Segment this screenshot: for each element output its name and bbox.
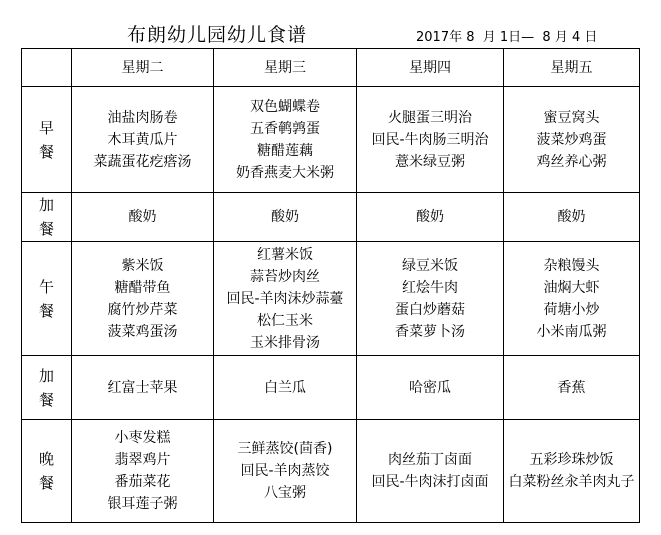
dish-item: 回民-羊肉沫炒蒜薹 (226, 290, 344, 307)
dish-item: 糖醋莲藕 (257, 142, 313, 159)
menu-cell-fri (504, 420, 640, 523)
day-header-wed: 星期三 (214, 49, 357, 87)
dish-item: 小枣发糕 (114, 430, 171, 446)
menu-cell-thu (357, 420, 504, 523)
dish-item: 薏米绿豆粥 (395, 153, 465, 170)
meal-label-cell (22, 193, 72, 242)
dish-item: 酸奶 (557, 209, 586, 225)
meal-label-cell (22, 420, 72, 523)
dish-item: 鸡丝养心粥 (536, 153, 607, 170)
dish-item: 白兰瓜 (264, 379, 306, 396)
dish-item: 奶香燕麦大米粥 (236, 164, 334, 181)
day-header-tue: 星期二 (72, 49, 214, 87)
menu-cell-tue (72, 420, 214, 523)
dish-item: 回民-牛肉肠三明治 (371, 131, 489, 148)
menu-cell-thu (357, 87, 504, 193)
dish-item: 白菜粉丝汆羊肉丸子 (508, 474, 635, 490)
snack-row-morning (22, 193, 640, 242)
snack-row-afternoon (22, 356, 640, 420)
dish-item: 菠菜炒鸡蛋 (536, 131, 607, 148)
meal-label: 午餐 (38, 277, 54, 320)
menu-cell-tue (72, 193, 214, 242)
dish-item: 杂粮馒头 (543, 257, 600, 274)
dish-item: 银耳莲子粥 (107, 496, 178, 512)
dish-item: 蛋白炒蘑菇 (395, 301, 465, 318)
menu-cell-tue (72, 87, 214, 193)
dish-item: 香菜萝卜汤 (395, 323, 465, 340)
dish-item: 回民-牛肉沫打卤面 (371, 474, 489, 490)
menu-cell-wed (214, 420, 357, 523)
meal-label: 早餐 (38, 118, 54, 161)
meal-label-cell (22, 356, 72, 420)
dish-item: 油焖大虾 (543, 279, 600, 296)
dish-item: 翡翠鸡片 (114, 452, 171, 468)
dish-item: 香蕉 (557, 379, 586, 396)
menu-cell-thu (357, 356, 504, 420)
day-header-thu: 星期四 (357, 49, 504, 87)
dish-item: 蜜豆窝头 (543, 109, 600, 126)
dish-item: 酸奶 (271, 209, 299, 225)
dish-item: 菜蔬蛋花疙瘩汤 (93, 153, 192, 170)
menu-cell-wed (214, 356, 357, 420)
dish-item: 玉米排骨汤 (250, 334, 320, 351)
dish-item: 紫米饭 (121, 257, 164, 274)
dish-item: 荷塘小炒 (543, 301, 600, 318)
menu-table (21, 48, 640, 523)
dish-item: 肉丝茄丁卤面 (388, 452, 472, 468)
menu-cell-tue (72, 242, 214, 356)
dish-item: 松仁玉米 (257, 312, 313, 329)
meal-label: 加餐 (38, 366, 54, 409)
dinner-row (22, 420, 640, 523)
dish-item: 八宝粥 (264, 485, 306, 501)
menu-cell-fri (504, 356, 640, 420)
date-range: 2017年 8 月 1日— 8 月 4 日 (416, 30, 598, 45)
dish-item: 木耳黄瓜片 (107, 131, 178, 148)
dish-item: 三鲜蒸饺(茴香) (237, 441, 333, 457)
dish-item: 糖醋带鱼 (114, 279, 171, 296)
meal-label-cell (22, 242, 72, 356)
dish-item: 蒜苔炒肉丝 (250, 268, 320, 285)
breakfast-row (22, 87, 640, 193)
dish-item: 回民-羊肉蒸饺 (240, 463, 330, 479)
lunch-row (22, 242, 640, 356)
dish-item: 番茄菜花 (114, 474, 171, 490)
day-header-fri: 星期五 (504, 49, 640, 87)
dish-item: 绿豆米饭 (402, 257, 458, 274)
dish-item: 酸奶 (416, 209, 444, 225)
header-row (22, 49, 640, 87)
corner-cell (22, 49, 72, 87)
menu-cell-fri (504, 87, 640, 193)
menu-cell-wed (214, 242, 357, 356)
menu-cell-wed (214, 87, 357, 193)
dish-item: 五彩珍珠炒饭 (529, 452, 614, 468)
dish-item: 双色蝴蝶卷 (250, 98, 320, 115)
dish-item: 腐竹炒芹菜 (107, 301, 178, 318)
menu-cell-thu (357, 242, 504, 356)
dish-item: 哈密瓜 (409, 379, 451, 396)
meal-label-cell (22, 87, 72, 193)
dish-item: 酸奶 (128, 209, 157, 225)
dish-item: 火腿蛋三明治 (388, 109, 472, 126)
dish-item: 小米南瓜粥 (536, 323, 607, 340)
menu-cell-fri (504, 193, 640, 242)
menu-cell-thu (357, 193, 504, 242)
menu-cell-fri (504, 242, 640, 356)
dish-item: 红富士苹果 (107, 379, 178, 396)
dish-item: 五香鹌鹑蛋 (250, 120, 320, 137)
meal-label: 晚餐 (38, 450, 54, 492)
dish-item: 红薯米饭 (257, 246, 313, 263)
menu-cell-tue (72, 356, 214, 420)
dish-item: 菠菜鸡蛋汤 (107, 323, 178, 340)
dish-item: 红烩牛肉 (402, 279, 458, 296)
dish-item: 油盐肉肠卷 (107, 109, 178, 126)
menu-cell-wed (214, 193, 357, 242)
meal-label: 加餐 (38, 196, 54, 238)
page-title: 布朗幼儿园幼儿食谱 (127, 24, 308, 46)
